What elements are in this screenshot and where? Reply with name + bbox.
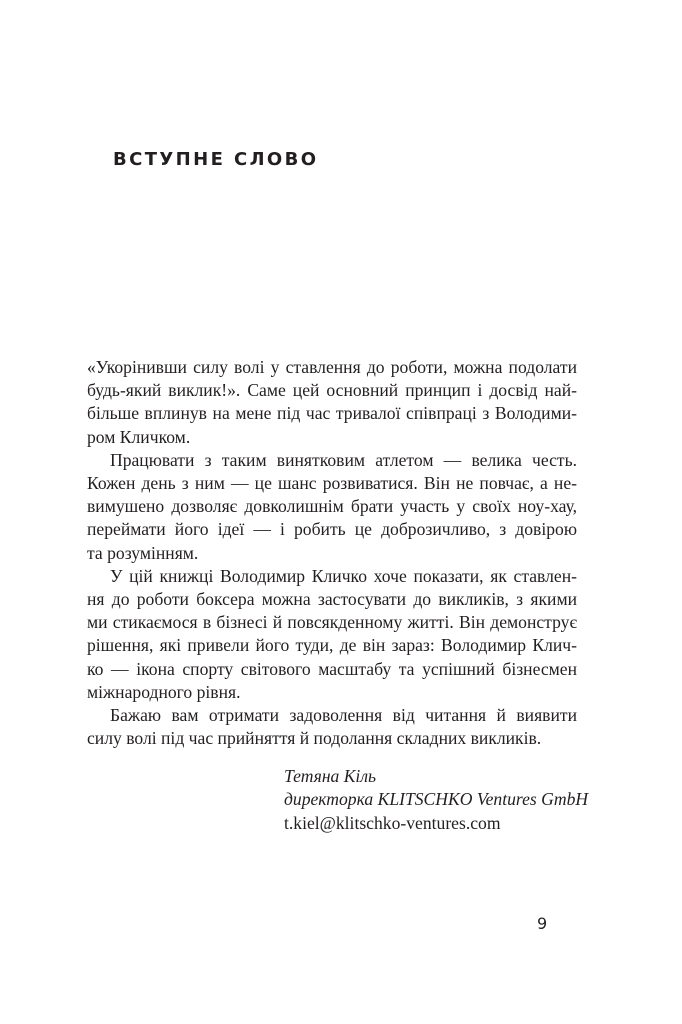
text-line: ко — ікона спорту світового масштабу та успішний бізнесмен xyxy=(87,658,577,679)
text-line: Працювати з таким винятковим атлетом — велика честь. xyxy=(110,449,577,470)
text-line: Кожен день з ним — це шанс розвиватися. Він не повчає, а не- xyxy=(87,473,577,494)
paragraph xyxy=(87,356,577,449)
text-line: силу волі під час прийняття й подолання складних викликів. xyxy=(87,728,542,749)
signature-email: t.kiel@klitschko-ventures.com xyxy=(284,812,501,833)
signature-block xyxy=(284,765,588,835)
paragraph xyxy=(87,704,577,750)
text-line: будь-який виклик!». Саме цей основний принцип і досвід най- xyxy=(87,380,577,401)
paragraph xyxy=(87,565,577,704)
text-line: ром Кличком. xyxy=(87,426,191,447)
page-number: 9 xyxy=(537,914,548,933)
text-line: рішення, які привели його туди, де він зараз: Володимир Клич- xyxy=(87,635,577,656)
text-line: ня до роботи боксера можна застосувати до викликів, з якими xyxy=(87,589,577,610)
signature-name: Тетяна Кіль xyxy=(284,766,376,786)
text-line: ми стикаємося в бізнесі й повсякденному житті. Він демонструє xyxy=(87,612,577,633)
text-line: більше вплинув на мене під час тривалої співпраці з Володими- xyxy=(87,403,577,424)
body-text xyxy=(87,356,577,750)
text-line: вимушено дозволяє довколишнім брати участь у своїх ноу-хау, xyxy=(87,496,577,517)
text-line: Бажаю вам отримати задоволення від читання й виявити xyxy=(110,705,577,726)
text-line: міжнародного рівня. xyxy=(87,681,241,702)
page-title: ВСТУПНЕ СЛОВО xyxy=(113,149,319,170)
text-line: У цій книжці Володимир Кличко хоче показати, як ставлен- xyxy=(110,565,577,586)
signature-title: директорка KLITSCHKO Ventures GmbH xyxy=(284,789,589,810)
text-line: «Укорінивши силу волі у ставлення до роботи, можна подолати xyxy=(87,357,577,377)
text-line: переймати його ідеї — і робить це доброзичливо, з довірою xyxy=(87,519,577,540)
paragraph xyxy=(87,449,577,565)
text-line: та розумінням. xyxy=(87,542,199,563)
